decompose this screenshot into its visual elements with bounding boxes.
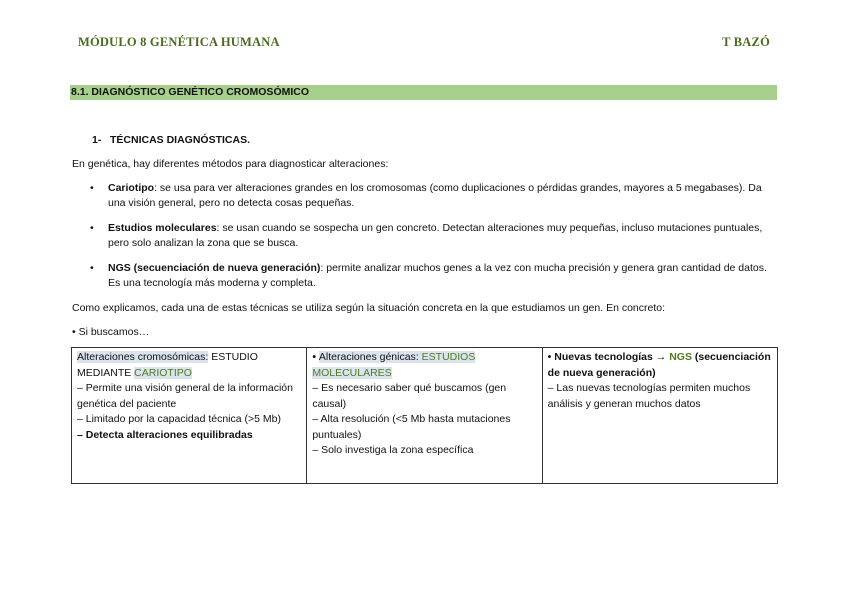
cell-item: – Las nuevas tecnologías permiten muchos análisis y generan muchos datos [547,382,751,410]
table-row [72,348,778,484]
header-module-title: MÓDULO 8 GENÉTICA HUMANA [78,35,280,49]
bullet-dot-icon: • [90,222,94,234]
explanation-paragraph: Como explicamos, cada una de estas técnicas se utiliza según la situación concreta en la que estudiamos un gen. En concreto: [72,302,666,314]
col1-title-highlight: Alteraciones cromosómicas: [77,351,209,363]
bullet-text: : se usan cuando se sospecha un gen concreto. Detectan alteraciones muy pequeñas, incluso mutaciones puntuales, pero solo analizan la zona que se busca. [108,222,763,249]
col2-prefix: • [312,351,319,363]
cell-item: – Solo investiga la zona específica [312,444,474,456]
cell-item: – Detecta alteraciones equilibradas [77,428,253,441]
cell-item: – Alta resolución (<5 Mb hasta mutaciones puntuales) [312,413,511,441]
col2-title-highlight: Alteraciones génicas: [318,351,419,363]
cell-item: – Permite una visión general de la información genética del paciente [77,382,293,410]
section-title-bar: 8.1. DIAGNÓSTICO GENÉTICO CROMOSÓMICO [70,85,777,100]
col1-title-text: ESTUDIO MEDIANTE [77,351,258,379]
bullet-dot-icon: • [90,262,94,274]
col2-title-green: ESTUDIOS MOLECULARES [312,351,476,379]
techniques-list [90,181,770,301]
col1-title-green: CARIOTIPO [134,366,192,379]
cell-item: – Es necesario saber qué buscamos (gen causal) [312,382,507,410]
bullet-term: Estudios moleculares [108,222,217,234]
si-buscamos-line: • Si buscamos… [72,326,150,338]
list-item [90,221,770,251]
heading-number: 1- [92,134,102,146]
table-cell-cariotipo [72,348,307,484]
table-cell-moleculares [307,348,542,484]
bullet-term: NGS (secuenciación de nueva generación) [108,262,321,274]
list-item [90,261,770,291]
table-cell-ngs [542,348,777,484]
header-author: T BAZÓ [722,35,770,49]
col3-title-green: NGS [669,351,692,363]
bullet-text: : permite analizar muchos genes a la vez con mucha precisión y genera gran cantidad de datos. Es una tecnología más moderna y completa. [108,262,767,289]
heading-tecnicas [92,134,250,146]
bullet-dot-icon: • [90,182,94,194]
col3-title-b: (secuenciación de nueva generación) [547,351,771,379]
cell-item: – Limitado por la capacidad técnica (>5 Mb) [77,413,281,425]
heading-text: TÉCNICAS DIAGNÓSTICAS. [110,134,251,146]
bullet-text: : se usa para ver alteraciones grandes en los cromosomas (como duplicaciones o pérdidas grandes, mayores a 5 megabases). Da una visión general, pero no detecta cosas pequeñas. [108,182,762,209]
bullet-term: Cariotipo [108,182,155,194]
col3-title-a: • Nuevas tecnologías → [547,351,670,363]
list-item [90,181,770,211]
intro-paragraph: En genética, hay diferentes métodos para diagnosticar alteraciones: [72,158,389,170]
comparison-table [71,347,778,484]
